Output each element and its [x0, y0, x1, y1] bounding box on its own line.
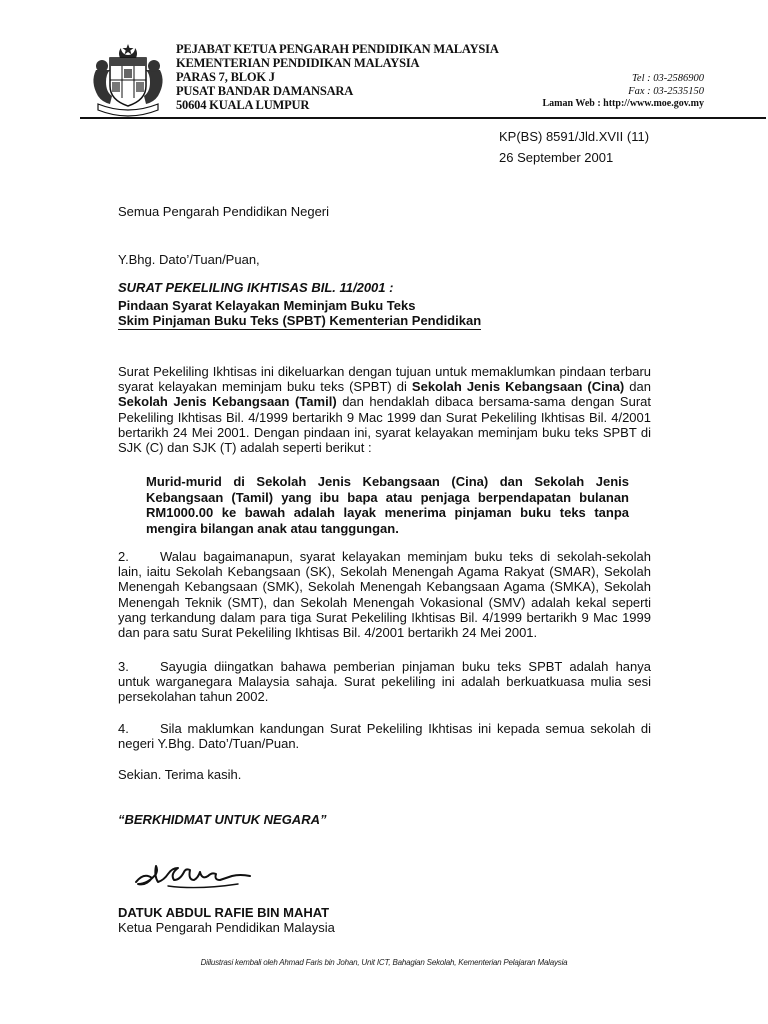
paragraph-number: 3.: [118, 659, 129, 674]
paragraph-text: Walau bagaimanapun, syarat kelayakan meminjam buku teks di sekolah-sekolah lain, iaitu Sekolah Kebangsaan (SK), Sekolah Menengah Agama Rakyat (SMAR), Sekolah Menengah Kebangsaan (SMK), Sekolah Menengah Kebangsaan Agama (SMKA), Sekolah Menengah Teknik (SMT), dan Sekolah Menengah Vokasional (SMV) adalah kekal seperti yang terkandung dalam para tiga Surat Pekeliling Ikhtisas Bil. 4/1999 bertarikh 9 Mac 1999 dan para satu Surat Pekeliling Ikhtisas Bil. 4/2001 bertarikh 24 Mei 2001.: [118, 549, 651, 641]
subject-title: [118, 298, 481, 330]
contact-block: [543, 73, 705, 111]
paragraph-3: [118, 659, 651, 705]
motto: “BERKHIDMAT UNTUK NEGARA”: [118, 812, 327, 827]
salutation: Y.Bhg. Dato’/Tuan/Puan,: [118, 252, 260, 267]
signer-title: Ketua Pengarah Pendidikan Malaysia: [118, 920, 335, 935]
paragraph-text: dan: [624, 379, 651, 395]
org-line: PUSAT BANDAR DAMANSARA: [176, 84, 354, 98]
handwritten-signature: [128, 846, 298, 896]
recipient: Semua Pengarah Pendidikan Negeri: [118, 204, 330, 219]
bold-school-tamil: Sekolah Jenis Kebangsaan (Tamil): [118, 394, 337, 410]
fax-number: Fax : 03-2535150: [628, 85, 704, 97]
paragraph-text: dan hendaklah dibaca bersama-sama dengan Surat Pekeliling Ikhtisas Bil. 4/1999 bertarikh 9 Mac 1999 dan Surat Pekeliling Ikhtisas Bil. 4/2001 bertarikh 24 Mei 2001. Dengan pindaan ini, syarat kelayakan meminjam buku teks SPBT di SJK (C) dan SJK (T) adalah seperti berikut :: [118, 394, 651, 456]
subject-line-2: Skim Pinjaman Buku Teks (SPBT) Kementerian Pendidikan: [118, 313, 482, 329]
org-line: 50604 KUALA LUMPUR: [176, 98, 310, 112]
paragraph-text: Sayugia diingatkan bahawa pemberian pinjaman buku teks SPBT adalah hanya untuk warganegara Malaysia sahaja. Surat pekeliling ini adalah berkuatkuasa mulia sesi persekolahan tahun 2002.: [118, 659, 651, 705]
coat-of-arms-emblem: [88, 42, 168, 118]
circular-number: SURAT PEKELILING IKHTISAS BIL. 11/2001 :: [118, 280, 394, 295]
letterhead-divider: [80, 117, 766, 119]
footer-credit: Diilustrasi kembali oleh Ahmad Faris bin Johan, Unit ICT, Bahagian Sekolah, Kementerian Pelajaran Malaysia: [200, 958, 568, 967]
eligibility-quote: Murid-murid di Sekolah Jenis Kebangsaan (Cina) dan Sekolah Jenis Kebangsaan (Tamil) yang ibu bapa atau penjaga berpendapatan bulanan RM1000.00 ke bawah adalah layak menerima pinjaman buku teks tanpa mengira bilangan anak atau tanggungan.: [146, 474, 629, 536]
closing-remark: Sekian. Terima kasih.: [118, 767, 242, 782]
paragraph-text: Surat Pekeliling Ikhtisas ini dikeluarkan dengan tujuan untuk memaklumkan pindaan terbaru syarat kelayakan meminjam buku teks (SPBT) di: [118, 364, 651, 395]
signer-name: DATUK ABDUL RAFIE BIN MAHAT: [118, 905, 330, 920]
subject-line-1: Pindaan Syarat Kelayakan Meminjam Buku Teks: [118, 298, 416, 314]
paragraph-1: [118, 364, 651, 455]
letter-date: 26 September 2001: [499, 150, 614, 165]
subject-block: [118, 280, 538, 330]
paragraph-text: Sila maklumkan kandungan Surat Pekeliling Ikhtisas ini kepada semua sekolah di negeri Y.Bhg. Dato’/Tuan/Puan.: [118, 721, 651, 752]
paragraph-number: 2.: [118, 549, 129, 564]
org-line: PARAS 7, BLOK J: [176, 70, 275, 84]
org-line: PEJABAT KETUA PENGARAH PENDIDIKAN MALAYSIA: [176, 42, 499, 56]
paragraph-4: [118, 721, 651, 751]
paragraph-2: [118, 549, 651, 640]
reference-number: KP(BS) 8591/Jld.XVII (11): [499, 129, 650, 144]
org-line: KEMENTERIAN PENDIDIKAN MALAYSIA: [176, 56, 420, 70]
website-link[interactable]: Laman Web : http://www.moe.gov.my: [542, 98, 704, 109]
telephone-number: Tel : 03-2586900: [632, 73, 704, 84]
paragraph-number: 4.: [118, 721, 129, 736]
bold-school-cina: Sekolah Jenis Kebangsaan (Cina): [411, 379, 625, 395]
organization-address: [176, 42, 499, 112]
